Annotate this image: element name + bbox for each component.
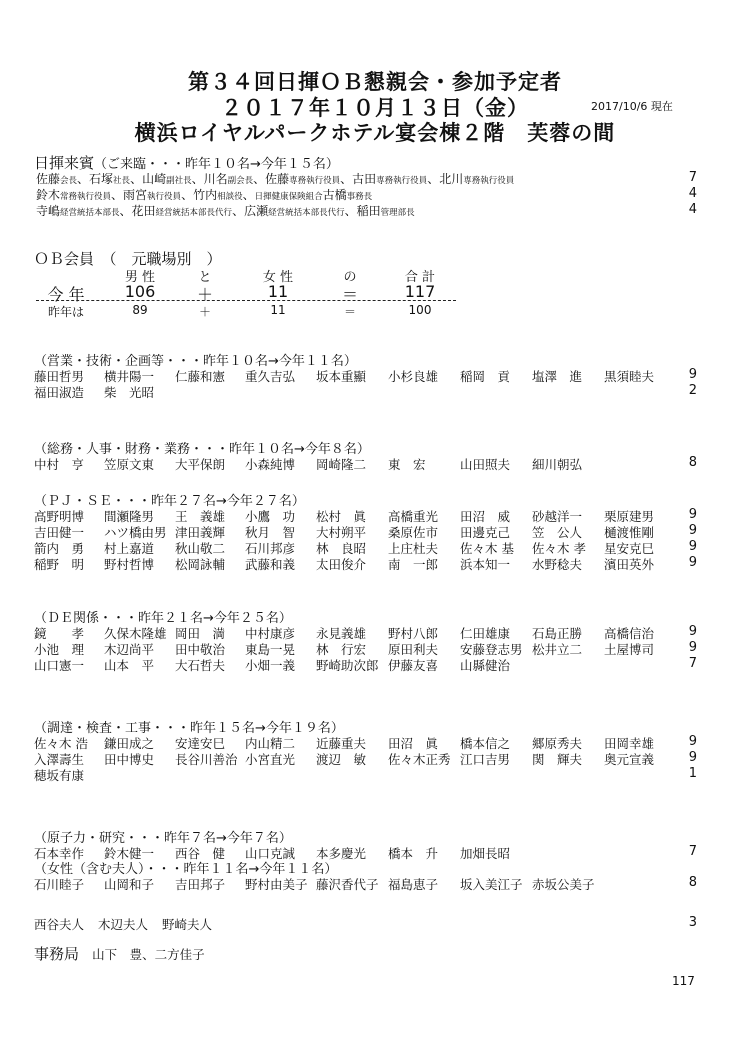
wives-row <box>34 915 226 933</box>
member-name: 村上嘉道 <box>104 541 155 556</box>
member-name: 山口克誠 <box>245 846 296 861</box>
wife-name: 木辺夫人 <box>98 917 149 932</box>
member-name: 奥元宣義 <box>604 752 655 767</box>
member-name: 横井陽一 <box>104 369 155 384</box>
member-name: 樋渡惟剛 <box>604 525 655 540</box>
guest-name: 佐藤 <box>36 172 61 186</box>
member-name: 間瀬隆男 <box>104 509 155 524</box>
member-name: 西谷 健 <box>175 846 226 861</box>
group-heading: （総務・人事・財務・業務・・・昨年１０名→今年８名） <box>34 442 370 457</box>
member-name: 田中博史 <box>104 752 155 767</box>
member-name: 石島正勝 <box>532 626 583 641</box>
this-year-plus: ＋ <box>196 285 213 304</box>
col-to: と <box>198 270 212 285</box>
member-name: 福島恵子 <box>388 877 439 892</box>
last-year-male: 89 <box>132 303 148 317</box>
member-name: 林 行宏 <box>316 642 367 657</box>
member-name: 南 一郎 <box>388 557 439 572</box>
col-no: の <box>343 270 357 285</box>
member-name: 佐々木 基 <box>460 541 514 556</box>
member-name: 土屋博司 <box>604 642 655 657</box>
group-heading: （原子力・研究・・・昨年７名→今年７名） <box>34 831 292 846</box>
guest-name: 古橋 <box>322 188 347 202</box>
member-name: 鎌田成之 <box>104 736 155 751</box>
member-name: 鈴木健一 <box>104 846 155 861</box>
guests-count-3: 4 <box>688 202 697 217</box>
member-name: 石川邦彦 <box>245 541 296 556</box>
member-name: 松岡詠輔 <box>175 557 226 572</box>
member-name: 穂坂有康 <box>34 768 85 783</box>
member-name: 山縣健治 <box>460 658 511 673</box>
member-name: 水野稔夫 <box>532 557 583 572</box>
member-name: 上庄杜夫 <box>388 541 439 556</box>
member-name: 仁藤和憲 <box>175 369 226 384</box>
member-name: 大石哲夫 <box>175 658 226 673</box>
member-name: 高橋信治 <box>604 626 655 641</box>
member-name: 小宮直光 <box>245 752 296 767</box>
this-year-male: 106 <box>124 282 156 301</box>
member-name: 栗原建男 <box>604 509 655 524</box>
wife-name: 野崎夫人 <box>162 917 213 932</box>
title-line-3: 横浜ロイヤルパークホテル宴会棟２階 芙蓉の間 <box>134 121 616 145</box>
member-name: 鏡 孝 <box>34 626 85 641</box>
guests-line-3 <box>36 202 415 219</box>
member-name: 野村由美子 <box>245 877 308 892</box>
secretariat-names: 山下 豊、二方佳子 <box>92 947 205 962</box>
member-name: 佐々木正秀 <box>388 752 451 767</box>
guest-name: 、古田 <box>340 172 377 186</box>
member-name: 松井立二 <box>532 642 583 657</box>
member-name: 濱田英外 <box>604 557 655 572</box>
member-name: 安藤登志男 <box>460 642 523 657</box>
row-count: 8 <box>688 455 697 470</box>
secretariat-label: 事務局 <box>34 945 80 963</box>
member-name: 野崎助次郎 <box>316 658 379 673</box>
guests-heading-label: 日揮来賓 <box>34 154 95 172</box>
member-name: 小森純博 <box>245 457 296 472</box>
guests-heading-note: （ご来臨・・・昨年１０名→今年１５名） <box>94 157 339 172</box>
this-year-total: 117 <box>404 282 436 301</box>
member-name: 石本幸作 <box>34 846 85 861</box>
guest-title: 事務長 <box>346 192 373 202</box>
member-name: 中村 亨 <box>34 457 85 472</box>
member-name: 山口憲一 <box>34 658 85 673</box>
member-name: 田中敬治 <box>175 642 226 657</box>
guest-title: 常務執行役員 <box>60 192 112 202</box>
member-name: 田邊克己 <box>460 525 511 540</box>
guests-line-2 <box>36 186 372 203</box>
group-heading: （調達・検査・工事・・・昨年１５名→今年１９名） <box>34 721 344 736</box>
member-name: 山本 平 <box>104 658 155 673</box>
member-name: 野村哲博 <box>104 557 155 572</box>
ob-heading: ＯＢ会員 （ 元職場別 ） <box>34 250 222 268</box>
member-name: 関 輝夫 <box>532 752 583 767</box>
member-name: 長谷川善治 <box>175 752 238 767</box>
member-name: 小鷹 功 <box>245 509 296 524</box>
guest-name: 、北川 <box>427 172 464 186</box>
member-name: 小池 理 <box>34 642 85 657</box>
summary-divider <box>36 300 456 301</box>
member-name: 高橋重光 <box>388 509 439 524</box>
member-name: 山岡和子 <box>104 877 155 892</box>
guest-title: 執行役員 <box>147 192 182 202</box>
guest-name: 、稲田 <box>344 204 381 218</box>
member-name: 吉田健一 <box>34 525 85 540</box>
col-total: 合 計 <box>404 270 436 285</box>
guests-count-2: 4 <box>688 186 697 201</box>
member-name: 加畑長昭 <box>460 846 511 861</box>
member-name: 佐々木 浩 <box>34 736 88 751</box>
row-count: 9 <box>688 624 697 639</box>
row-count: 7 <box>688 844 697 859</box>
guest-title: 専務執行役員 <box>376 176 428 186</box>
member-name: 林 良昭 <box>316 541 367 556</box>
col-female: 女 性 <box>262 270 294 285</box>
guest-name: 、石塚 <box>77 172 114 186</box>
member-name: 橋本 升 <box>388 846 439 861</box>
member-name: 原田利夫 <box>388 642 439 657</box>
member-name: 柴 光昭 <box>104 385 155 400</box>
last-year-plus: ＋ <box>198 305 211 319</box>
member-name: 田沼 威 <box>460 509 511 524</box>
guest-title: 副社長 <box>166 176 192 186</box>
guest-title: 会長 <box>60 176 78 186</box>
member-name: 田沼 眞 <box>388 736 439 751</box>
guest-title: 相談役 <box>217 192 243 202</box>
guest-name: 、川名 <box>191 172 228 186</box>
guest-name: 、 <box>242 188 255 202</box>
date-note: 2017/10/6 現在 <box>591 100 673 113</box>
member-name: 稲岡 貢 <box>460 369 511 384</box>
member-name: 吉田邦子 <box>175 877 226 892</box>
member-name: 坂入美江子 <box>460 877 523 892</box>
row-count: 7 <box>688 656 697 671</box>
last-year-label: 昨年は <box>47 305 84 319</box>
row-count: 9 <box>688 750 697 765</box>
guest-title: 管理部長 <box>380 208 415 218</box>
member-name: 笠 公人 <box>532 525 583 540</box>
row-count: 9 <box>688 539 697 554</box>
group-heading: （営業・技術・企画等・・・昨年１０名→今年１１名） <box>34 354 357 369</box>
member-name: 砂越洋一 <box>532 509 583 524</box>
guest-title: 経営統括本部長代行 <box>268 208 345 218</box>
member-name: 内山精二 <box>245 736 296 751</box>
member-name: 久保木隆雄 <box>104 626 167 641</box>
group-heading: （ＤＥ関係・・・昨年２１名→今年２５名） <box>34 611 292 626</box>
member-name: 福田淑造 <box>34 385 85 400</box>
title-line-1: 第３４回日揮ＯＢ懇親会・参加予定者 <box>188 70 562 94</box>
member-name: 小畑一義 <box>245 658 296 673</box>
member-name: 秋月 智 <box>245 525 296 540</box>
member-name: 橋本信之 <box>460 736 511 751</box>
this-year-label: 今 年 <box>47 285 85 304</box>
guest-name: 、竹内 <box>181 188 218 202</box>
member-name: 野村八郎 <box>388 626 439 641</box>
secretariat <box>34 943 205 964</box>
member-name: 仁田雄康 <box>460 626 511 641</box>
member-name: 木辺尚平 <box>104 642 155 657</box>
group-heading: （女性（含む夫人）・・・昨年１１名→今年１１名） <box>34 862 338 877</box>
member-name: 星安克巳 <box>604 541 655 556</box>
member-name: 高野明博 <box>34 509 85 524</box>
guests-line-1 <box>36 170 514 187</box>
member-name: 坂本重顯 <box>316 369 367 384</box>
guest-title: 専務執行役員 <box>463 176 515 186</box>
guest-name: 寺嶋 <box>36 204 61 218</box>
member-name: 稲野 明 <box>34 557 85 572</box>
row-count: 2 <box>688 383 697 398</box>
member-name: 浜本知一 <box>460 557 511 572</box>
guest-name: 鈴木 <box>36 188 61 202</box>
member-name: 伊藤友喜 <box>388 658 439 673</box>
member-name: 大平保朗 <box>175 457 226 472</box>
member-name: 藤田哲男 <box>34 369 85 384</box>
row-count: 9 <box>688 523 697 538</box>
row-count: 9 <box>688 367 697 382</box>
guest-title: 経営統括本部長 <box>60 208 120 218</box>
guest-name: 、山崎 <box>130 172 167 186</box>
member-name: 笠原文東 <box>104 457 155 472</box>
guests-count-1: 7 <box>688 170 697 185</box>
guest-title: 経営統括本部長代行 <box>155 208 233 218</box>
member-name: 東 宏 <box>388 457 426 472</box>
member-name: 江口吉男 <box>460 752 511 767</box>
guest-name: 、広瀬 <box>232 204 269 218</box>
guest-title: 副会長 <box>227 176 254 186</box>
member-name: 黒須睦夫 <box>604 369 655 384</box>
member-name: 近藤重夫 <box>316 736 367 751</box>
wives-count: 3 <box>688 915 697 930</box>
row-count: 9 <box>688 555 697 570</box>
member-name: 小杉良雄 <box>388 369 439 384</box>
member-name: 佐々木 孝 <box>532 541 586 556</box>
guest-name: 、雨宮 <box>111 188 148 202</box>
member-name: 藤沢香代子 <box>316 877 379 892</box>
member-name: 赤坂公美子 <box>532 877 595 892</box>
member-name: 松村 眞 <box>316 509 367 524</box>
member-name: 渡辺 敏 <box>316 752 367 767</box>
row-count: 9 <box>688 734 697 749</box>
member-name: 桑原佐市 <box>388 525 439 540</box>
member-name: 安達安巳 <box>175 736 226 751</box>
member-name: 大村朔平 <box>316 525 367 540</box>
row-count: 8 <box>688 875 697 890</box>
member-name: 東島一晃 <box>245 642 296 657</box>
member-name: 田岡幸雄 <box>604 736 655 751</box>
member-name: 岡田 満 <box>175 626 226 641</box>
member-name: 中村康彦 <box>245 626 296 641</box>
guest-name: 、佐藤 <box>253 172 290 186</box>
member-name: 入澤壽生 <box>34 752 85 767</box>
member-name: 秋山敬二 <box>175 541 226 556</box>
member-name: 本多慶光 <box>316 846 367 861</box>
member-name: 津田義輝 <box>175 525 226 540</box>
member-name: 武藤和義 <box>245 557 296 572</box>
member-name: 永見義雄 <box>316 626 367 641</box>
member-name: 箭内 勇 <box>34 541 85 556</box>
guest-title: 社長 <box>113 176 131 186</box>
guest-name: 、花田 <box>119 204 156 218</box>
member-name: 石川睦子 <box>34 877 85 892</box>
member-name: 重久吉弘 <box>245 369 296 384</box>
member-name: 塩澤 進 <box>532 369 583 384</box>
member-name: 郷原秀夫 <box>532 736 583 751</box>
guest-title: 日揮健康保険組合 <box>254 192 323 202</box>
last-year-total: 100 <box>408 303 432 317</box>
col-male: 男 性 <box>124 270 156 285</box>
member-name: 細川朝弘 <box>532 457 583 472</box>
this-year-eq: ＝ <box>341 285 358 304</box>
row-count: 1 <box>688 766 697 781</box>
group-heading: （ＰＪ・ＳＥ・・・昨年２７名→今年２７名） <box>34 494 305 509</box>
row-count: 9 <box>688 640 697 655</box>
row-count: 9 <box>688 507 697 522</box>
member-name: ハツ橋由男 <box>104 525 167 540</box>
last-year-eq: ＝ <box>343 305 356 319</box>
title-line-2: ２０１７年１０月１３日（金） <box>221 96 529 120</box>
guest-title: 専務執行役員 <box>289 176 341 186</box>
last-year-female: 11 <box>270 303 286 317</box>
member-name: 山田照夫 <box>460 457 511 472</box>
page-number: 117 <box>672 974 695 988</box>
this-year-female: 11 <box>267 282 289 301</box>
member-name: 太田俊介 <box>316 557 367 572</box>
member-name: 王 義雄 <box>175 509 226 524</box>
member-name: 岡崎隆二 <box>316 457 367 472</box>
wife-name: 西谷夫人 <box>34 917 85 932</box>
